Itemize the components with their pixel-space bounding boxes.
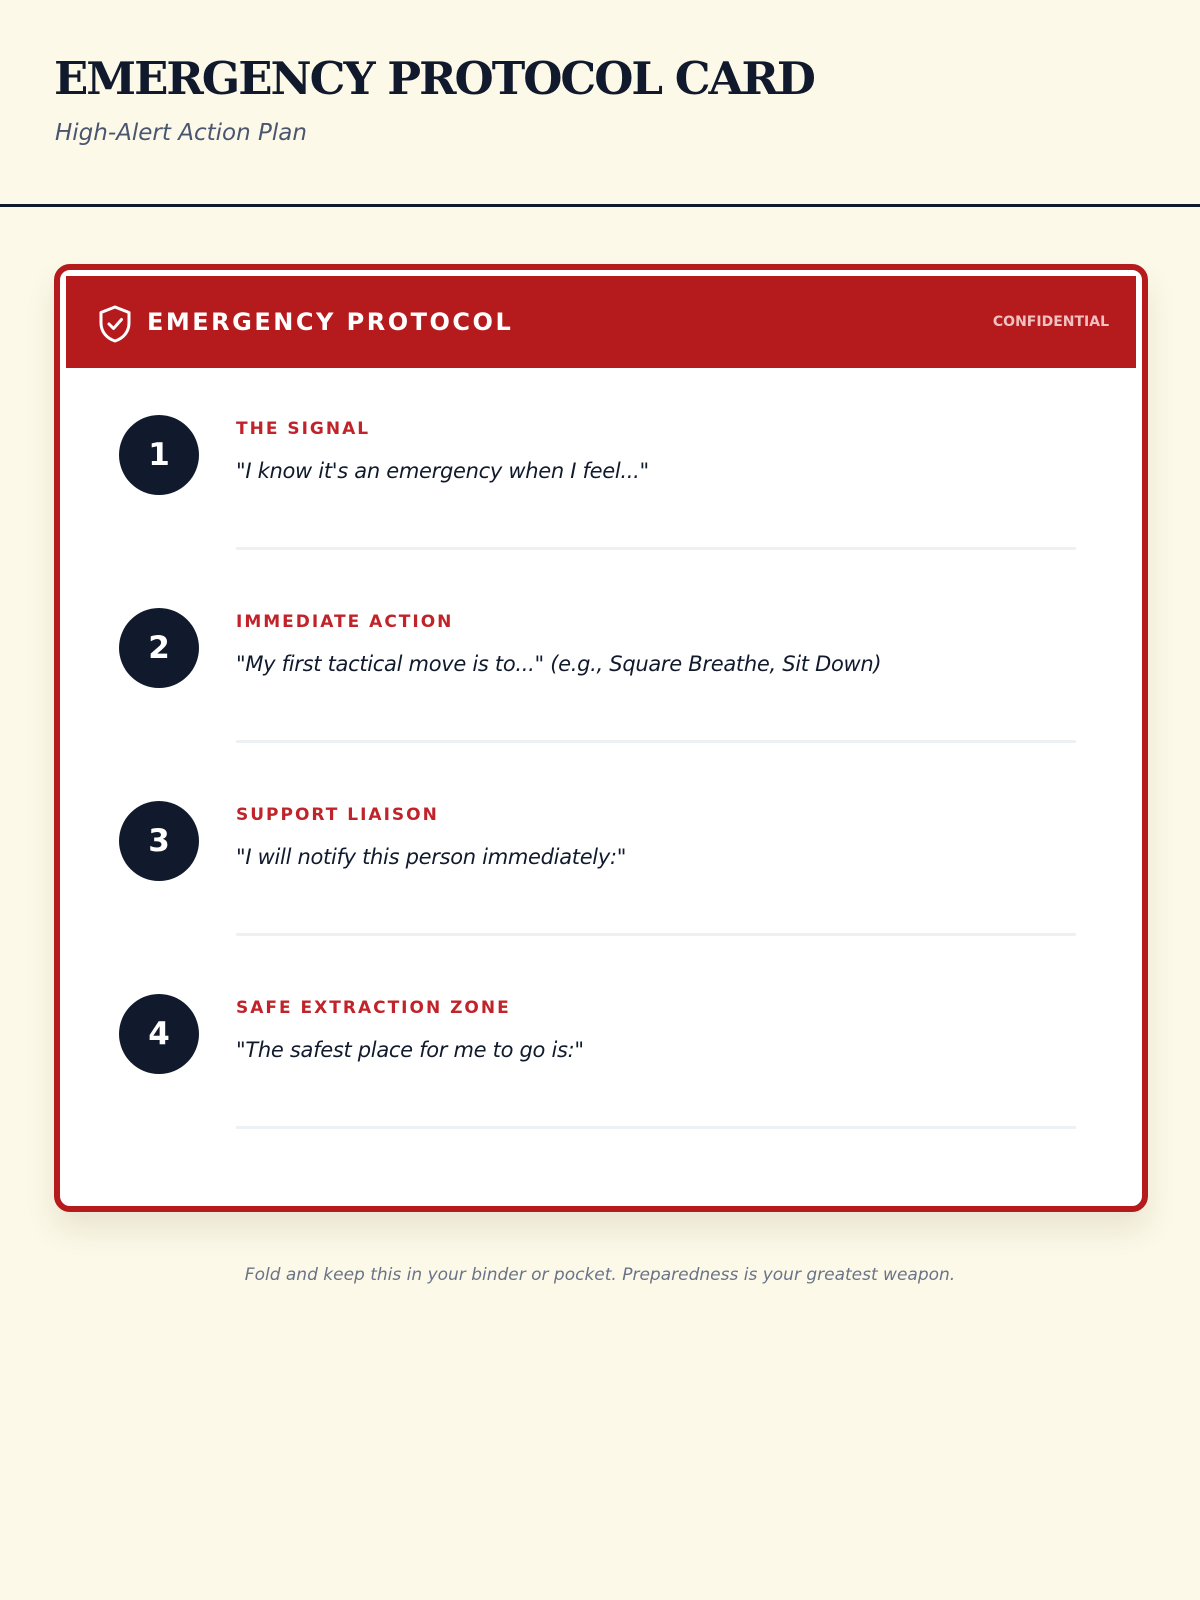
step-number-badge: 4 (119, 994, 199, 1074)
protocol-step (60, 608, 1142, 801)
step-divider (236, 740, 1076, 743)
card-title: EMERGENCY PROTOCOL (147, 308, 514, 336)
protocol-step (60, 801, 1142, 994)
shield-check-icon (98, 305, 132, 343)
step-prompt: "I will notify this person immediately:" (236, 845, 627, 869)
step-number-badge: 3 (119, 801, 199, 881)
page-subtitle: High-Alert Action Plan (55, 120, 307, 146)
step-label: IMMEDIATE ACTION (236, 612, 454, 632)
page-header (0, 0, 1200, 207)
step-label: THE SIGNAL (236, 419, 371, 439)
card-header (66, 276, 1136, 368)
step-divider (236, 547, 1076, 550)
footer-note: Fold and keep this in your binder or pocket. Preparedness is your greatest weapon. (244, 1265, 956, 1285)
confidential-badge: CONFIDENTIAL (992, 314, 1109, 330)
step-number-badge: 2 (119, 608, 199, 688)
step-prompt: "My first tactical move is to..." (e.g., Square Breathe, Sit Down) (236, 652, 882, 676)
step-label: SAFE EXTRACTION ZONE (236, 998, 511, 1018)
protocol-step (60, 994, 1142, 1187)
protocol-card (54, 264, 1148, 1212)
protocol-step (60, 415, 1142, 608)
step-divider (236, 933, 1076, 936)
step-divider (236, 1126, 1076, 1129)
step-number-badge: 1 (119, 415, 199, 495)
step-prompt: "I know it's an emergency when I feel..." (236, 459, 649, 483)
step-label: SUPPORT LIAISON (236, 805, 439, 825)
step-prompt: "The safest place for me to go is:" (236, 1038, 584, 1062)
page-title: EMERGENCY PROTOCOL CARD (54, 52, 814, 105)
